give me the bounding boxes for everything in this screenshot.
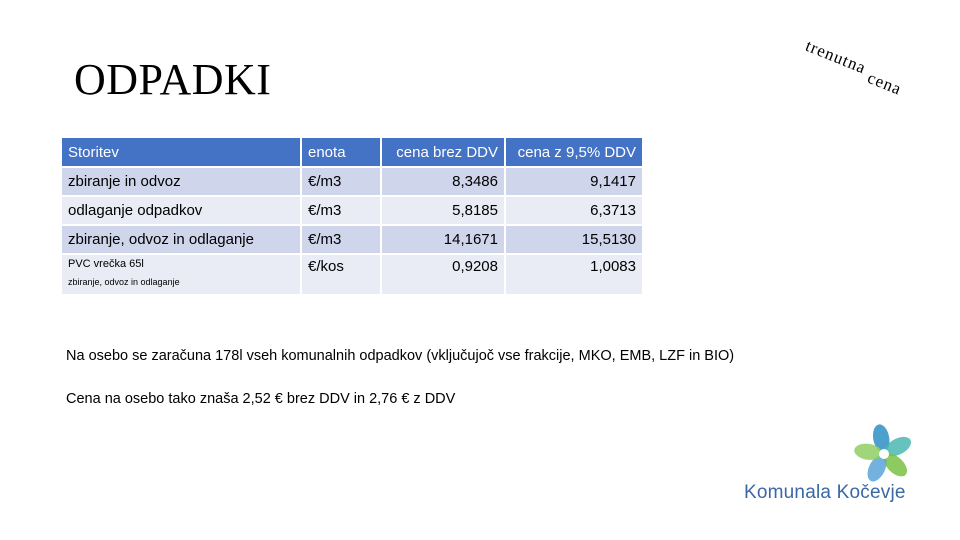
cell-service xyxy=(62,255,300,296)
cell-unit: €/m3 xyxy=(300,168,380,197)
logo-text: Komunala Kočevje xyxy=(744,482,906,503)
stamp-word-1: trenutna xyxy=(802,36,870,78)
cell-price-vat: 9,1417 xyxy=(504,168,642,197)
cell-price-net: 0,9208 xyxy=(380,255,504,296)
table-row xyxy=(62,197,642,226)
page-title: ODPADKI xyxy=(74,55,272,104)
header-price-net: cena brez DDV xyxy=(380,138,504,168)
cell-unit: €/m3 xyxy=(300,197,380,226)
note-per-person-volume: Na osebo se zaračuna 178l vseh komunalnih odpadkov (vključujoč vse frakcije, MKO, EMB, LZF in BIO) xyxy=(66,348,735,364)
handwritten-stamp xyxy=(802,28,918,108)
stamp-word-2: cena xyxy=(864,68,905,99)
header-service: Storitev xyxy=(62,138,300,168)
header-unit: enota xyxy=(300,138,380,168)
table-row xyxy=(62,255,642,296)
cell-unit: €/kos xyxy=(300,255,380,296)
cell-service-main: PVC vrečka 65l xyxy=(68,258,144,270)
table-row xyxy=(62,226,642,255)
cell-price-vat: 1,0083 xyxy=(504,255,642,296)
note-per-person-price: Cena na osebo tako znaša 2,52 € brez DDV in 2,76 € z DDV xyxy=(66,391,456,407)
company-logo xyxy=(744,424,914,514)
cell-price-vat: 15,5130 xyxy=(504,226,642,255)
table-header-row xyxy=(62,138,642,168)
cell-service: odlaganje odpadkov xyxy=(62,197,300,226)
cell-service: zbiranje, odvoz in odlaganje xyxy=(62,226,300,255)
header-price-vat: cena z 9,5% DDV xyxy=(504,138,642,168)
cell-unit: €/m3 xyxy=(300,226,380,255)
cell-price-net: 5,8185 xyxy=(380,197,504,226)
pricing-table xyxy=(62,138,642,296)
cell-price-vat: 6,3713 xyxy=(504,197,642,226)
flower-logo-icon xyxy=(744,424,914,484)
cell-service: zbiranje in odvoz xyxy=(62,168,300,197)
cell-price-net: 14,1671 xyxy=(380,226,504,255)
cell-service-note: zbiranje, odvoz in odlaganje xyxy=(68,277,180,288)
cell-price-net: 8,3486 xyxy=(380,168,504,197)
table-row xyxy=(62,168,642,197)
